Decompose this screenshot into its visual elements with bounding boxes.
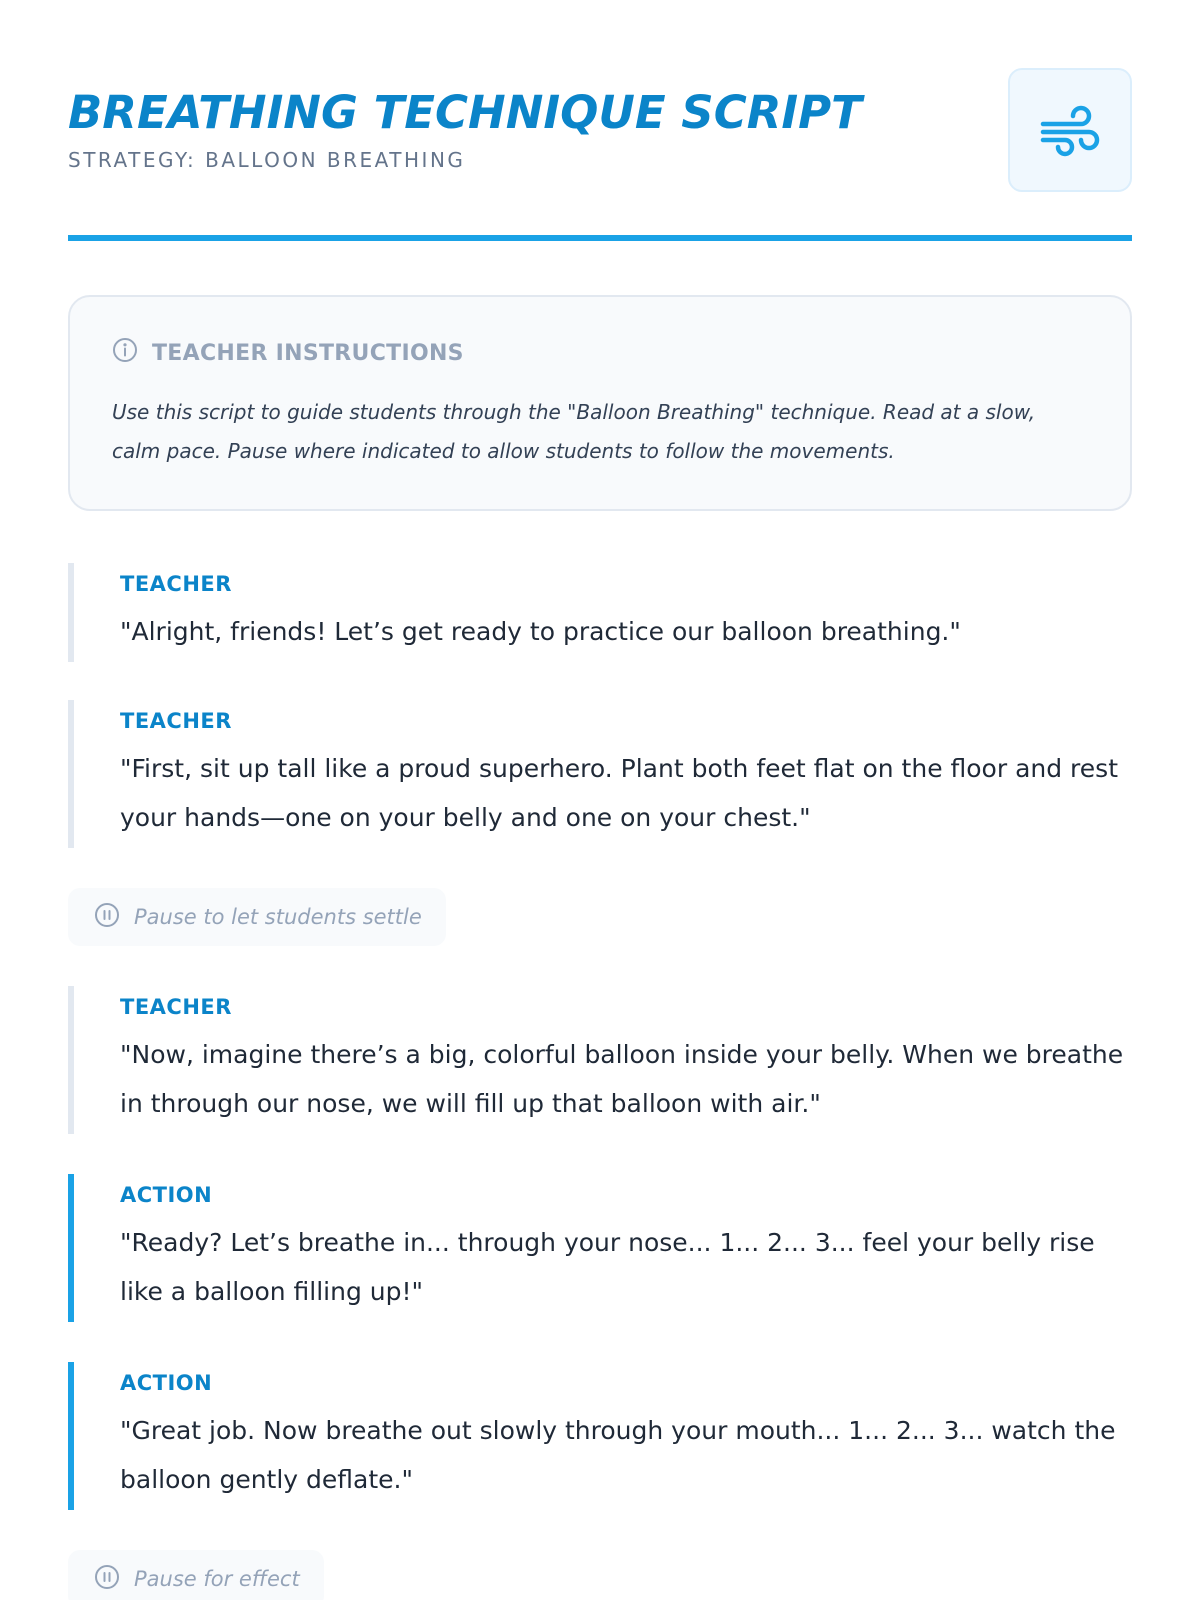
page-subtitle: STRATEGY: BALLOON BREATHING — [68, 148, 466, 172]
instructions-heading: TEACHER INSTRUCTIONS — [152, 340, 464, 366]
script-block-teacher — [68, 700, 1132, 848]
script-block-action — [68, 1174, 1132, 1322]
script-block-teacher — [68, 986, 1132, 1134]
speaker-label: TEACHER — [120, 709, 232, 733]
script-line: "Ready? Let’s breathe in... through your nose... 1... 2... 3... feel your belly rise like a balloon filling up!" — [120, 1228, 1095, 1306]
pause-text: Pause to let students settle — [134, 905, 422, 929]
info-icon — [112, 337, 138, 369]
pause-icon — [94, 902, 120, 933]
action-label: ACTION — [120, 1371, 213, 1395]
speaker-label: TEACHER — [120, 995, 232, 1019]
script-line: "First, sit up tall like a proud superhero. Plant both feet flat on the floor and rest your hands—one on your belly and one on your chest." — [120, 754, 1118, 832]
script-block-action — [68, 1362, 1132, 1510]
action-label: ACTION — [120, 1183, 213, 1207]
instructions-text: Use this script to guide students through the "Balloon Breathing" technique. Read at a slow, calm pace. Pause where indicated to allow students to follow the movements. — [112, 400, 1036, 463]
script-line: "Now, imagine there’s a big, colorful balloon inside your belly. When we breathe in through our nose, we will fill up that balloon with air." — [120, 1040, 1124, 1118]
teacher-instructions-panel — [68, 295, 1132, 511]
script-line: "Great job. Now breathe out slowly through your mouth... 1... 2... 3... watch the balloon gently deflate." — [120, 1416, 1116, 1494]
script-block-teacher — [68, 563, 1132, 662]
pause-note — [68, 1550, 324, 1600]
wind-icon — [1008, 68, 1132, 192]
page-header — [68, 0, 1132, 242]
page-title: BREATHING TECHNIQUE SCRIPT — [68, 86, 862, 139]
speaker-label: TEACHER — [120, 572, 232, 596]
pause-note — [68, 888, 446, 946]
pause-icon — [94, 1564, 120, 1595]
pause-text: Pause for effect — [134, 1567, 300, 1591]
script-line: "Alright, friends! Let’s get ready to practice our balloon breathing." — [120, 617, 961, 646]
header-divider — [68, 235, 1132, 241]
